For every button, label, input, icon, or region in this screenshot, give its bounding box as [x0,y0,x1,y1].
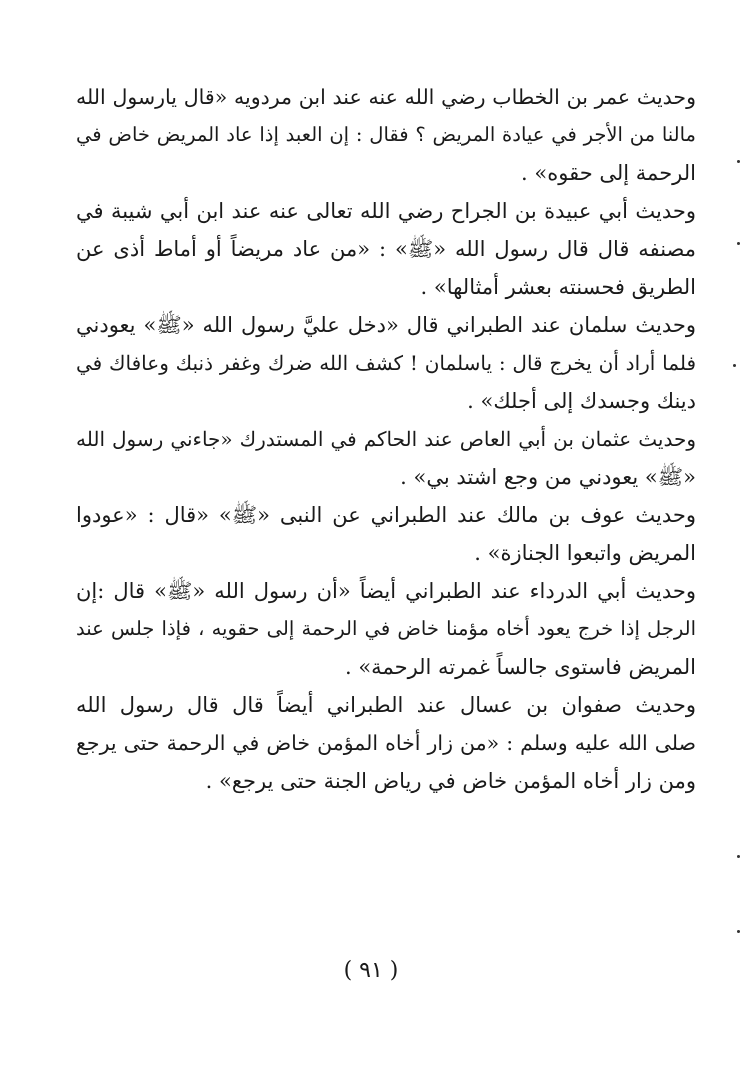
scan-speck [737,242,740,245]
text-line: المريض واتبعوا الجنازة» . [474,541,696,565]
text-line: وحديث سلمان عند الطبراني قال «دخل عليَّ رسول الله «ﷺ» يعودني [76,313,696,337]
text-line: دينك وجسدك إلى أجلك» . [467,389,696,413]
text-line: المريض فاستوى جالساً غمرته الرحمة» . [344,655,696,679]
text-line: مصنفه قال قال رسول الله «ﷺ» : «من عاد مريضاً أو أماط أذى عن [76,237,696,261]
page-number: ( ٩١ ) [343,958,399,983]
text-line: الرحمة إلى حقوه» . [521,161,696,185]
text-line: فلما أراد أن يخرج قال : ياسلمان ! كشف الله ضرك وغفر ذنبك وعافاك في [76,351,696,375]
text-line: مالنا من الأجر في عيادة المريض ؟ فقال : إن العبد إذا عاد المريض خاض في [76,123,696,146]
text-line: وحديث عوف بن مالك عند الطبراني عن النبى «ﷺ» «قال : «عودوا [76,503,696,527]
scan-speck [737,930,740,933]
text-line: صلى الله عليه وسلم : «من زار أخاه المؤمن خاض في الرحمة حتى يرجع [76,731,696,755]
text-line: وحديث عثمان بن أبي العاص عند الحاكم في المستدرك «جاءني رسول الله [76,427,696,451]
text-line: الطريق فحسنته بعشر أمثالها» . [420,275,696,299]
text-line: ومن زار أخاه المؤمن خاض في رياض الجنة حتى يرجع» . [205,769,696,793]
scan-speck [737,855,740,858]
scan-speck [733,364,736,367]
text-line: وحديث صفوان بن عسال عند الطبراني أيضاً قال قال رسول الله [76,693,696,717]
text-line: وحديث أبي الدرداء عند الطبراني أيضاً «أن رسول الله «ﷺ» قال :إن [76,579,696,603]
page-body [76,78,696,800]
text-line: «ﷺ» يعودني من وجع اشتد بي» . [400,465,696,489]
text-line: وحديث عمر بن الخطاب رضي الله عنه عند ابن مردويه «قال يارسول الله [76,85,696,109]
scan-speck [737,160,740,163]
text-line: وحديث أبي عبيدة بن الجراح رضي الله تعالى عنه عند ابن أبي شيبة في [76,199,696,223]
text-line: الرجل إذا خرج يعود أخاه مؤمنا خاض في الرحمة إلى حقويه ، فإذا جلس عند [76,617,696,640]
